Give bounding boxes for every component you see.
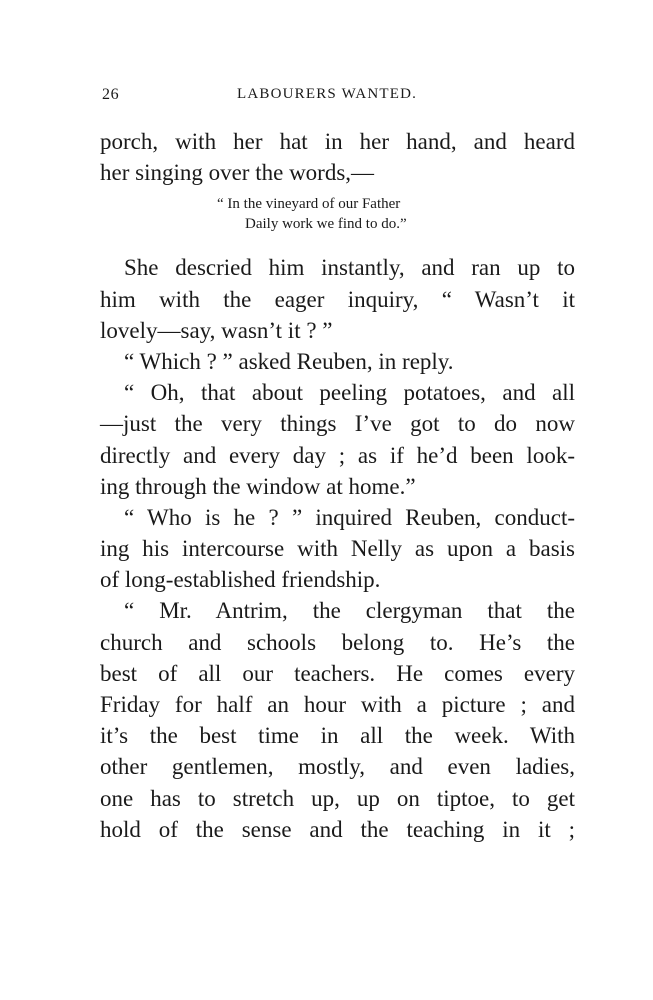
page-number: 26 [102,86,120,103]
text-line: ing his intercourse with Nelly as upon a basis [100,536,575,562]
running-title: LABOURERS WANTED. [237,86,418,102]
text-line: “ Who is he ? ” inquired Reuben, conduct- [124,504,575,530]
text-line: other gentlemen, mostly, and even ladies, [100,754,575,780]
verse-quotation [100,192,575,246]
text-line: porch, with her hat in her hand, and heard [100,129,575,154]
text-line: of long-established friendship. [100,567,381,593]
text-line: hold of the sense and the teaching in it ; [100,816,575,842]
text-line: Friday for half an hour with a picture ; and [100,692,575,717]
text-line: “ Oh, that about peeling potatoes, and all [124,380,575,406]
text-line: —just the very things I’ve got to do now [100,411,575,437]
text-line: ing through the window at home.” [100,473,416,499]
text-line: She descried him instantly, and ran up to [124,255,575,281]
text-line: one has to stretch up, up on tiptoe, to get [100,785,575,811]
text-line: directly and every day ; as if he’d been look- [100,442,575,468]
text-line: it’s the best time in all the week. With [100,723,575,749]
text-line: “ Which ? ” asked Reuben, in reply. [124,348,454,374]
text-line: lovely—say, wasn’t it ? ” [100,317,333,343]
text-line: her singing over the words,— [100,160,375,186]
verse-line: Daily work we find to do.” [245,216,407,233]
verse-line: “ In the vineyard of our Father [217,196,401,213]
page-header [100,86,575,108]
text-line: best of all our teachers. He comes every [100,660,575,686]
text-line: church and schools belong to. He’s the [100,629,575,655]
body-text [100,126,575,845]
text-line: him with the eager inquiry, “ Wasn’t it [100,286,575,312]
text-line: “ Mr. Antrim, the clergyman that the [124,598,575,624]
